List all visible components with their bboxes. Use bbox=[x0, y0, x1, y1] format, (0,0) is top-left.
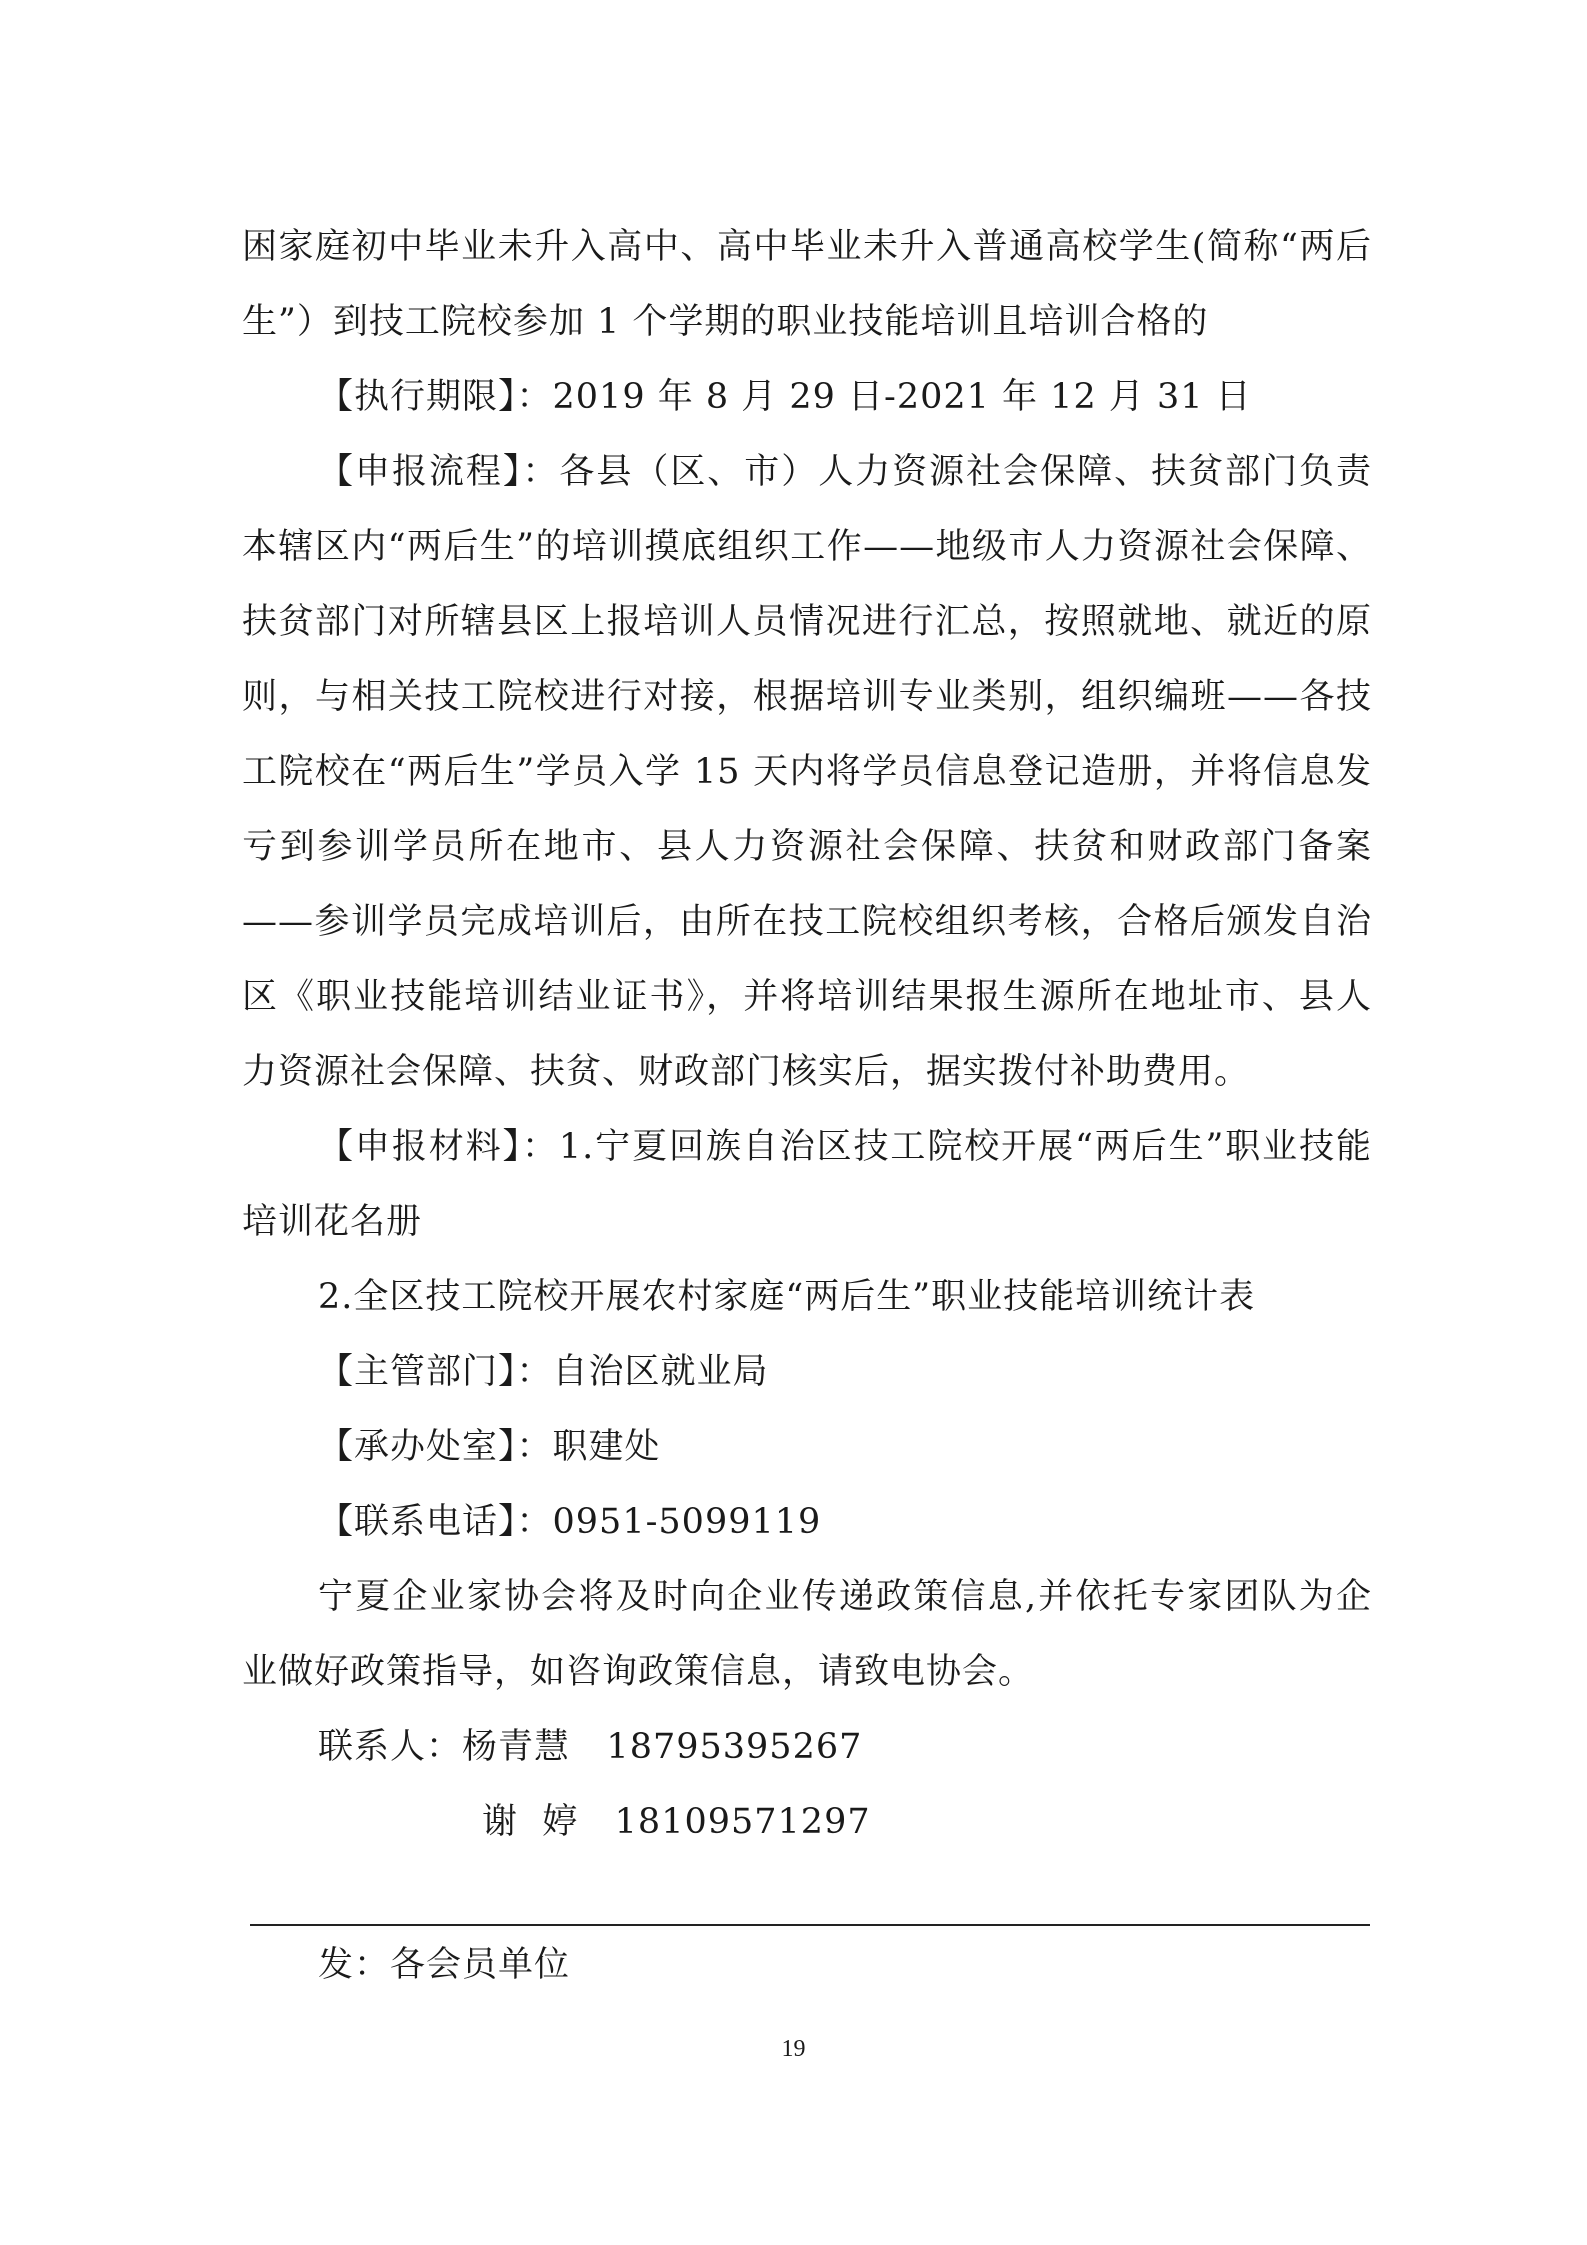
application-process-value: ：各县（区、市）人力资源社会保障、扶贫部门负责本辖区内“两后生”的培训摸底组织工作——地级市人力资源社会保障、扶贫部门对所辖县区上报培训人员情况进行汇总，按照就地、就近的原则，与相关技工院校进行对接，根据培训专业类别，组织编班——各技工院校在“两后生”学员入学 15 天内将学员信息登记造册，并将信息发亏到参训学员所在地市、县人力资源社会保障、扶贫和财政部门备案——参训学员完成培训后，由所在技工院校组织考核，合格后颁发自治区《职业技能培训结业证书》，并将培训结果报生源所在地址市、县人力资源社会保障、扶贫、财政部门核实后，据实拨付补助费用。 bbox=[242, 452, 1372, 1092]
contact-person-2 bbox=[242, 1785, 1372, 1860]
handling-office-label: 【承办处室】 bbox=[318, 1427, 517, 1467]
application-process-paragraph bbox=[242, 435, 1372, 1110]
association-note-paragraph: 宁夏企业家协会将及时向企业传递政策信息,并依托专家团队为企业做好政策指导，如咨询政策信息，请致电协会。 bbox=[242, 1577, 1372, 1692]
contact-2-phone: 18109571297 bbox=[614, 1802, 871, 1842]
contacts-label: 联系人： bbox=[318, 1727, 463, 1767]
page-number: 19 bbox=[781, 2036, 806, 2062]
execution-period-paragraph bbox=[242, 360, 1372, 435]
competent-department-value: ：自治区就业局 bbox=[516, 1352, 769, 1392]
application-materials-label: 【申报材料】 bbox=[318, 1127, 522, 1167]
intro-paragraph: 困家庭初中毕业未升入高中、高中毕业未升入普通高校学生(简称“两后生”）到技工院校参加 1 个学期的职业技能培训且培训合格的 bbox=[242, 227, 1372, 342]
handling-office-line bbox=[242, 1410, 1372, 1485]
contact-1-phone: 18795395267 bbox=[606, 1727, 863, 1767]
application-materials-paragraph bbox=[242, 1110, 1372, 1260]
contact-1-name: 杨青慧 bbox=[462, 1727, 571, 1767]
application-materials-item1: ：1.宁夏回族自治区技工院校开展“两后生”职业技能培训花名册 bbox=[242, 1127, 1372, 1242]
application-process-label: 【申报流程】 bbox=[318, 452, 523, 492]
competent-department-label: 【主管部门】 bbox=[318, 1352, 517, 1392]
contact-phone-value: ：0951-5099119 bbox=[516, 1502, 822, 1542]
contact-phone-label: 【联系电话】 bbox=[318, 1502, 517, 1542]
execution-period-label: 【执行期限】 bbox=[318, 377, 517, 417]
document-body bbox=[242, 210, 1372, 1860]
execution-period-value: ：2019 年 8 月 29 日-2021 年 12 月 31 日 bbox=[516, 377, 1252, 417]
contact-2-name: 谢 婷 bbox=[482, 1802, 579, 1842]
competent-department-line bbox=[242, 1335, 1372, 1410]
handling-office-value: ：职建处 bbox=[516, 1427, 661, 1467]
application-materials-item2: 2.全区技工院校开展农村家庭“两后生”职业技能培训统计表 bbox=[318, 1277, 1256, 1317]
distribution-line: 发：各会员单位 bbox=[318, 1945, 571, 1985]
contact-phone-line bbox=[242, 1485, 1372, 1560]
contact-person-1 bbox=[242, 1710, 1372, 1785]
separator-rule bbox=[250, 1924, 1370, 1926]
